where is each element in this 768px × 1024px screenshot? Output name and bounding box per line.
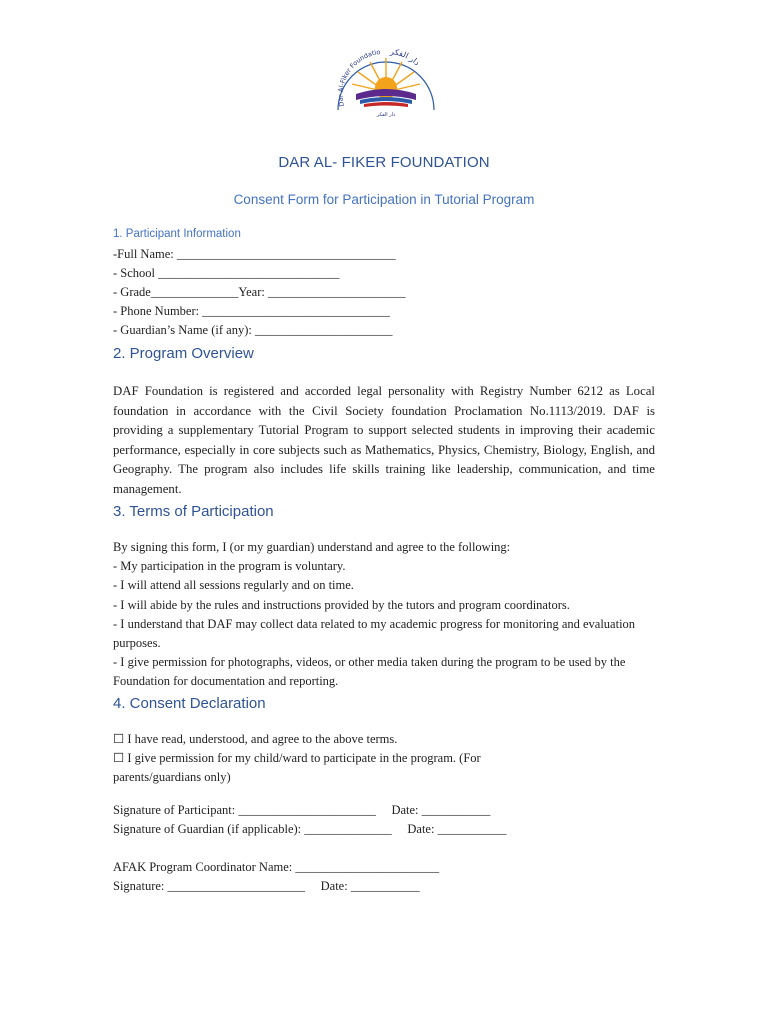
- coordinator-name-line: AFAK Program Coordinator Name: _______________________: [113, 860, 440, 874]
- field-phone-number: - Phone Number: ______________________________: [113, 304, 390, 318]
- guardian-signature-line: Signature of Guardian (if applicable): ______________ Date: ___________: [113, 822, 507, 836]
- consent-checkbox-terms[interactable]: ☐ I have read, understood, and agree to the above terms.: [113, 732, 398, 746]
- terms-item: - My participation in the program is voluntary.: [113, 559, 346, 574]
- logo-text-left: Dar Al-Fiker Foundatio: [336, 47, 381, 108]
- coordinator-signature-line: Signature: ______________________ Date: ___________: [113, 879, 420, 893]
- section-heading-consent: 4. Consent Declaration: [113, 695, 266, 712]
- field-school: - School _____________________________: [113, 266, 340, 280]
- foundation-logo: [330, 44, 442, 120]
- terms-item: - I will abide by the rules and instructions provided by the tutors and program coordinators.: [113, 597, 570, 612]
- section-heading-terms: 3. Terms of Participation: [113, 503, 274, 520]
- terms-list: [113, 538, 658, 692]
- terms-item: - I give permission for photographs, videos, or other media taken during the program to be used by the Foundation for documentation and reporting.: [113, 655, 626, 689]
- consent-checkboxes: [113, 730, 553, 788]
- terms-intro: By signing this form, I (or my guardian) understand and agree to the following:: [113, 540, 511, 554]
- document-title: DAR AL- FIKER FOUNDATION: [278, 154, 490, 171]
- logo-text-bottom: دار الفكر: [376, 112, 396, 118]
- participant-signature-line: Signature of Participant: ______________________ Date: ___________: [113, 803, 491, 817]
- logo-text-right: دار الفكر: [389, 46, 422, 68]
- consent-checkbox-guardian[interactable]: ☐ I give permission for my child/ward to participate in the program. (For parents/guardians only): [113, 751, 481, 785]
- section-heading-program-overview: 2. Program Overview: [113, 345, 254, 362]
- program-overview-paragraph: DAF Foundation is registered and accorded legal personality with Registry Number 6212 as Local foundation in accordance with the Civil Society foundation Proclamation No.1113/2019. DAF is providing a supplementary Tutorial Program to support selected students in improving their academic performance, especially in core subjects such as Mathematics, Physics, Chemistry, Biology, English, and Geography. The program also includes life skills training like leadership, communication, and time management.: [113, 384, 655, 496]
- field-grade-year: - Grade______________Year: ______________________: [113, 285, 406, 299]
- foundation-logo-graphic: [330, 44, 442, 120]
- terms-item: - I understand that DAF may collect data related to my academic progress for monitoring and evaluation purposes.: [113, 616, 636, 651]
- field-guardian-name: - Guardian’s Name (if any): ______________________: [113, 323, 393, 337]
- section-heading-participant-info: 1. Participant Information: [113, 228, 241, 240]
- field-full-name: -Full Name: ___________________________________: [113, 247, 396, 261]
- terms-item: - I will attend all sessions regularly and on time.: [113, 578, 354, 593]
- document-subtitle: Consent Form for Participation in Tutorial Program: [233, 192, 535, 207]
- svg-text:دار الفكر: [389, 47, 422, 68]
